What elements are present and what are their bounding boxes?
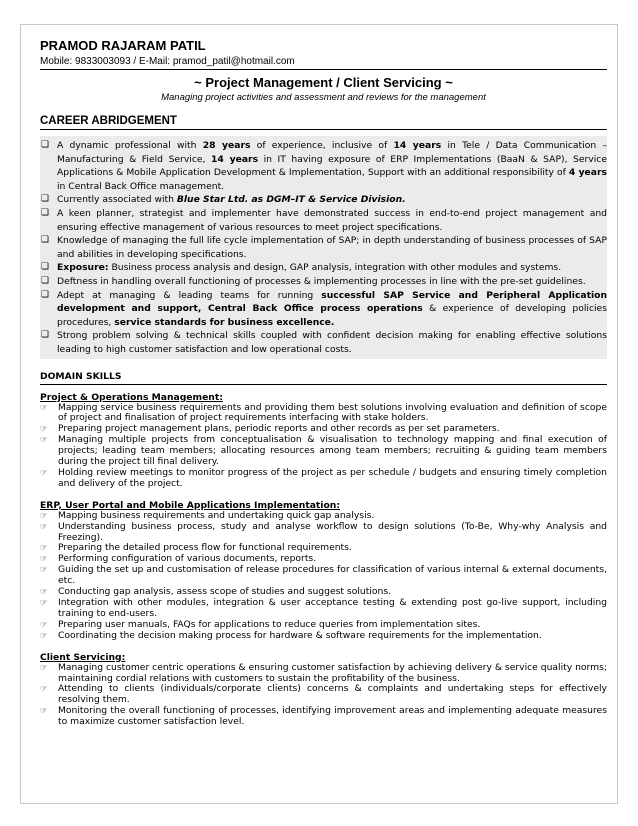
career-text: 14 years (393, 140, 442, 151)
checkbox-square-icon: ❏ (41, 235, 50, 246)
career-item (40, 139, 607, 193)
pointing-hand-icon: ☞ (40, 521, 48, 532)
skill-subheading: Client Servicing: (40, 651, 126, 663)
skill-item (40, 631, 607, 642)
skill-text: Preparing user manuals, FAQs for applications to reduce queries from implementation sites. (58, 618, 481, 630)
skill-item (40, 522, 607, 544)
career-item (40, 207, 607, 234)
pointing-hand-icon: ☞ (40, 706, 48, 717)
skill-text: Monitoring the overall functioning of processes, identifying improvement areas and implementing adequate measures to maximize customer satisfaction level. (58, 705, 607, 728)
skill-text: Integration with other modules, integration & user acceptance testing & extending post go-live support, including training to end-users. (58, 597, 607, 619)
skill-text: Understanding business process, study and analyse workflow to design solutions (To-Be, Why-why Analysis and Freezing). (58, 520, 607, 543)
career-text: in Central Back Office management. (57, 180, 225, 192)
skill-text: Preparing project management plans, periodic reports and other records as per set parameters. (58, 423, 500, 435)
pointing-hand-icon: ☞ (40, 435, 48, 446)
career-item (40, 289, 607, 330)
skill-text: Coordinating the decision making process for hardware & software requirements for the implementation. (58, 629, 542, 641)
pointing-hand-icon: ☞ (40, 630, 48, 641)
checkbox-square-icon: ❏ (41, 330, 50, 341)
career-text: & experience of developing policies procedures, (57, 303, 607, 328)
career-text: Deftness in handling overall functioning of processes & implementing processes in line with the pre-set guidelines. (57, 275, 586, 287)
career-text: 14 years (211, 153, 259, 165)
career-text: Business process analysis and design, GAP analysis, integration with other modules and systems. (108, 262, 562, 274)
skill-text: Managing customer centric operations & ensuring customer satisfaction by achieving delivery & service quality norms; maintaining cordial relations with customers to sustain the profitability of the business. (58, 661, 607, 684)
domain-sections (40, 392, 607, 729)
skill-text: Managing multiple projects from conceptualisation & visualisation to technology mapping and final execution of projects; leading team members; allocating resources among team members; recruiting & guiding team members during the project till final delivery. (58, 434, 607, 468)
checkbox-square-icon: ❏ (41, 289, 50, 300)
skill-item (40, 403, 607, 425)
pointing-hand-icon: ☞ (40, 554, 48, 565)
pointing-hand-icon: ☞ (40, 598, 48, 608)
pointing-hand-icon: ☞ (40, 565, 48, 576)
career-text: in IT having exposure of ERP Implementations (BaaN & SAP), Service Applications & Mobile Application Development & Implementation, Support with an additional responsibility of (57, 153, 608, 179)
skill-item (40, 706, 607, 728)
resume-content (40, 38, 607, 728)
pointing-hand-icon: ☞ (40, 619, 48, 630)
skill-text: Mapping service business requirements and providing them best solutions involving evaluation and definition of scope of project and finalisation of project requirements interfacing with stake holders. (58, 401, 607, 424)
pointing-hand-icon: ☞ (40, 424, 48, 435)
skill-subheading: ERP, User Portal and Mobile Applications Implementation: (40, 499, 340, 511)
skill-item (40, 435, 607, 468)
career-text: Blue Star Ltd. as DGM–IT & Service Division. (176, 194, 406, 206)
skill-item (40, 565, 607, 587)
career-text: in Tele / Data Communication – Manufacturing & Field Service, (57, 140, 608, 165)
career-item (40, 329, 607, 356)
career-text: service standards for business excellence. (114, 316, 335, 328)
skill-item (40, 684, 607, 706)
skill-item (40, 468, 607, 490)
career-item (40, 234, 607, 261)
pointing-hand-icon: ☞ (40, 402, 48, 413)
career-section-title: CAREER ABRIDGEMENT (40, 115, 607, 130)
pointing-hand-icon: ☞ (40, 467, 48, 478)
career-text: Knowledge of managing the full life cycle implementation of SAP; in depth understanding of business processes of SAP and abilities in developing specifications. (57, 235, 607, 260)
career-text: 4 years (568, 167, 607, 179)
skill-item (40, 663, 607, 685)
career-text: successful SAP Service and Peripheral Application development and support, Central Back Office process operations (57, 289, 607, 315)
pointing-hand-icon: ☞ (40, 510, 48, 521)
career-item (40, 193, 607, 207)
career-text: A dynamic professional with (57, 140, 203, 151)
skill-text: Mapping business requirements and undertaking quick gap analysis. (58, 509, 375, 521)
skill-text: Guiding the set up and customisation of release procedures for classification of various internal & external documents, etc. (58, 564, 607, 587)
career-text: Strong problem solving & technical skills coupled with confident decision making for enabling effective solutions leading to high customer satisfaction and low operational costs. (57, 330, 607, 355)
career-text: of experience, inclusive of (250, 140, 394, 151)
skill-text: Holding review meetings to monitor progress of the project as per schedule / budgets and ensuring timely completion and delivery of the project. (58, 466, 607, 489)
checkbox-square-icon: ❏ (41, 140, 50, 150)
skill-text: Attending to clients (individuals/corporate clients) concerns & complaints and undertaking steps for effectively resolving them. (58, 683, 607, 706)
pointing-hand-icon: ☞ (40, 684, 48, 695)
candidate-name: PRAMOD RAJARAM PATIL (40, 38, 206, 53)
career-text: Currently associated with (57, 194, 177, 206)
career-text: Exposure: (57, 262, 109, 274)
career-list (40, 136, 607, 359)
skill-item (40, 598, 607, 620)
checkbox-square-icon: ❏ (41, 207, 50, 218)
checkbox-square-icon: ❏ (41, 262, 50, 273)
career-item (40, 261, 607, 275)
skill-subheading: Project & Operations Management: (40, 391, 223, 403)
skill-text: Preparing the detailed process flow for functional requirements. (58, 542, 352, 554)
checkbox-square-icon: ❏ (41, 194, 50, 205)
skill-text: Conducting gap analysis, assess scope of studies and suggest solutions. (58, 586, 392, 598)
skill-text: Performing configuration of various documents, reports. (58, 553, 317, 565)
pointing-hand-icon: ☞ (40, 543, 48, 554)
checkbox-square-icon: ❏ (41, 275, 50, 286)
pointing-hand-icon: ☞ (40, 587, 48, 598)
headline: ~ Project Management / Client Servicing ~ (194, 75, 453, 90)
contact-line: Mobile: 9833003093 / E-Mail: pramod_patil@hotmail.com (40, 56, 607, 70)
career-text: Adept at managing & leading teams for running (57, 289, 322, 301)
career-item (40, 275, 607, 289)
pointing-hand-icon: ☞ (40, 662, 48, 673)
career-text: 28 years (202, 140, 251, 151)
domain-section-title: DOMAIN SKILLS (40, 371, 607, 385)
career-text: A keen planner, strategist and implementer have demonstrated success in end-to-end project management and ensuring effective management of various resources to meet project specifications. (57, 207, 607, 233)
tagline: Managing project activities and assessment and reviews for the management (161, 92, 486, 103)
